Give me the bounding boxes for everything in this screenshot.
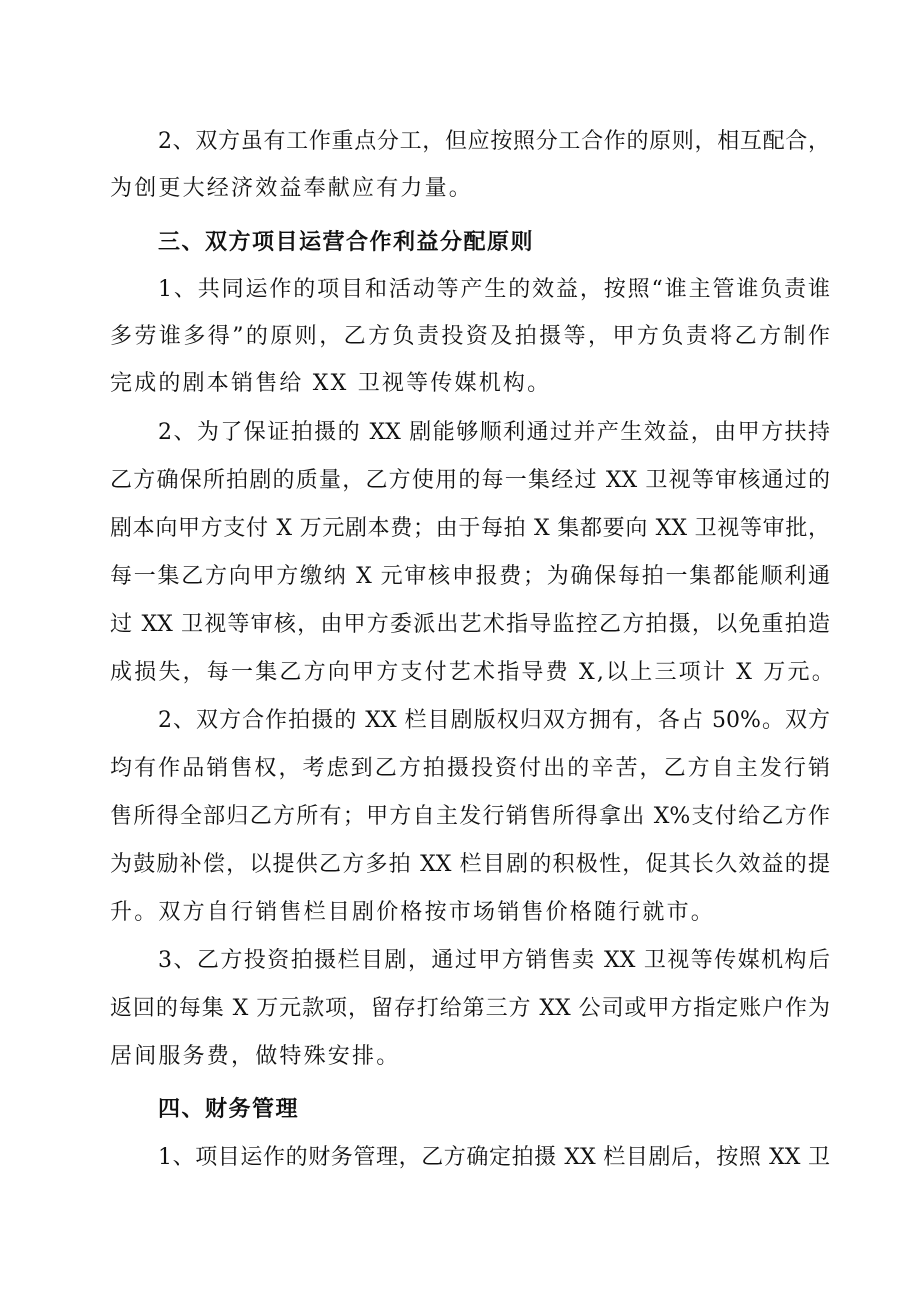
paragraph-line: 为鼓励补偿，以提供乙方多拍 XX 栏目剧的积极性，促其长久效益的提 [110, 852, 830, 877]
paragraph-line: 返回的每集 X 万元款项，留存打给第三方 XX 公司或甲方指定账户作为 [110, 996, 830, 1021]
section-heading: 三、双方项目运营合作利益分配原则 [158, 229, 535, 255]
paragraph-line: 为创更大经济效益奉献应有力量。 [110, 176, 474, 201]
paragraph-line: 完成的剧本销售给 XX 卫视等传媒机构。 [110, 371, 552, 396]
paragraph-line: 均有作品销售权，考虑到乙方拍摄投资付出的辛苦，乙方自主发行销 [110, 756, 830, 781]
paragraph-line: 乙方确保所拍剧的质量，乙方使用的每一集经过 XX 卫视等审核通过的 [110, 468, 830, 493]
paragraph-line: 多劳谁多得”的原则，乙方负责投资及拍摄等，甲方负责将乙方制作 [110, 324, 830, 349]
paragraph-line: 1、共同运作的项目和活动等产生的效益，按照“谁主管谁负责谁 [158, 277, 830, 302]
paragraph-line: 每一集乙方向甲方缴纳 X 元审核申报费；为确保每拍一集都能顺利通 [110, 564, 830, 589]
paragraph-line: 过 XX 卫视等审核，由甲方委派出艺术指导监控乙方拍摄，以免重拍造 [110, 612, 830, 637]
paragraph-line: 2、双方合作拍摄的 XX 栏目剧版权归双方拥有，各占 50%。双方 [158, 708, 830, 733]
paragraph-line: 售所得全部归乙方所有；甲方自主发行销售所得拿出 X%支付给乙方作 [110, 804, 830, 829]
paragraph-line: 升。双方自行销售栏目剧价格按市场销售价格随行就市。 [110, 900, 716, 925]
paragraph-line: 3、乙方投资拍摄栏目剧，通过甲方销售卖 XX 卫视等传媒机构后 [158, 948, 830, 973]
paragraph-line: 2、为了保证拍摄的 XX 剧能够顺利通过并产生效益，由甲方扶持 [158, 420, 830, 445]
paragraph-line: 剧本向甲方支付 X 万元剧本费；由于每拍 X 集都要向 XX 卫视等审批， [110, 516, 830, 541]
paragraph-line: 2、双方虽有工作重点分工，但应按照分工合作的原则，相互配合， [158, 129, 830, 154]
paragraph-line: 成损失，每一集乙方向甲方支付艺术指导费 X,以上三项计 X 万元。 [110, 660, 836, 685]
paragraph-line: 1、项目运作的财务管理，乙方确定拍摄 XX 栏目剧后，按照 XX 卫 [158, 1145, 830, 1170]
section-heading: 四、财务管理 [158, 1096, 300, 1122]
paragraph-line: 居间服务费，做特殊安排。 [110, 1044, 401, 1069]
